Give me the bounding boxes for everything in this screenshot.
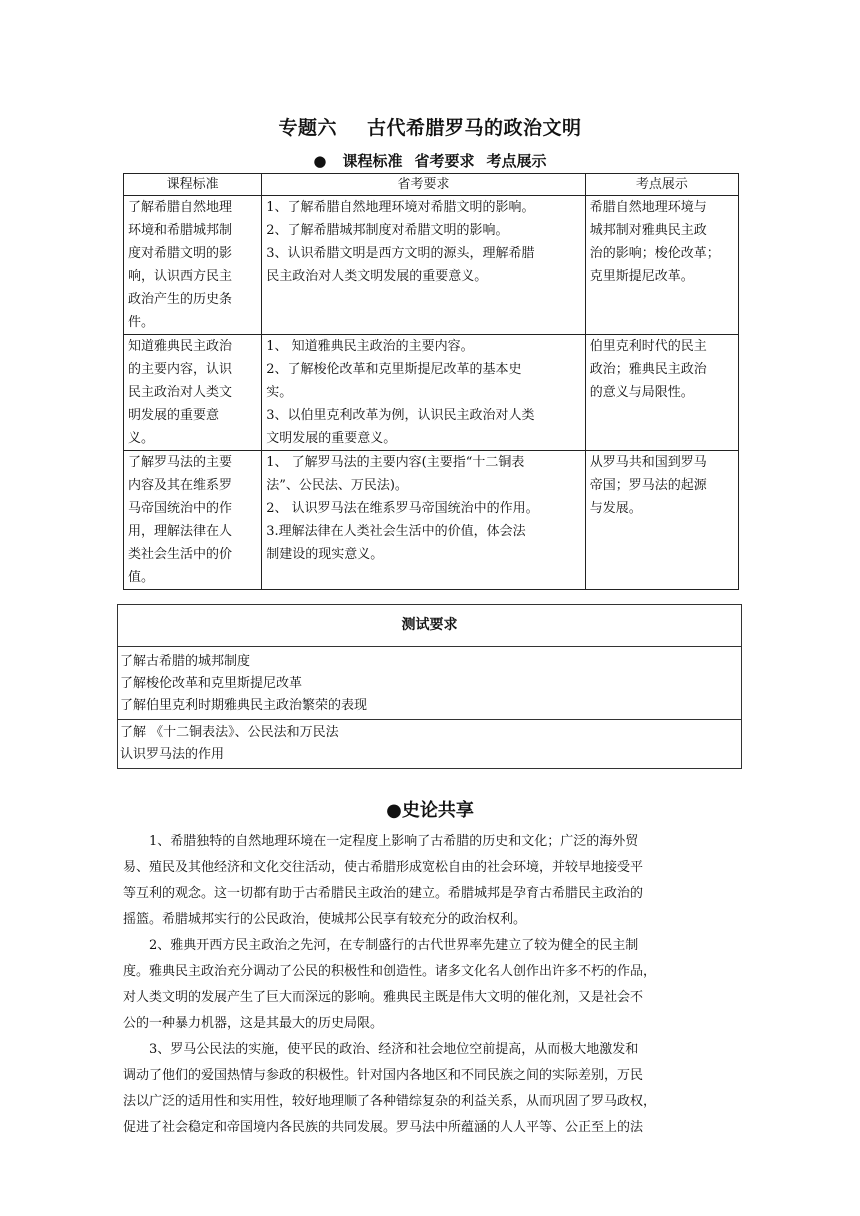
cell-standard [124, 451, 262, 590]
paragraph-line: 等互利的观念。这一切都有助于古希腊民主政治的建立。希腊城邦是孕育古希腊民主政治的 [123, 886, 644, 901]
text-line: 了解 《十二铜表法》、公民法和万民法 [120, 725, 339, 740]
text-line: 民主政治对人类文明发展的重要意义。 [266, 269, 488, 284]
standards-table [123, 173, 739, 590]
text-line: 马帝国统治中的作 [128, 501, 233, 516]
cell-standard [124, 196, 262, 335]
paragraph-line: 2、雅典开西方民主政治之先河，在专制盛行的古代世界率先建立了较为健全的民主制 [149, 938, 639, 953]
text-line: 认识罗马法的作用 [120, 747, 225, 762]
text-line: 3、认识希腊文明是西方文明的源头，理解希腊 [266, 246, 535, 261]
paragraph-line: 1、希腊独特的自然地理环境在一定程度上影响了古希腊的历史和文化；广泛的海外贸 [149, 834, 639, 849]
paragraph-line: 度。雅典民主政治充分调动了公民的积极性和创造性。诸多文化名人创作出许多不朽的作品， [123, 964, 657, 979]
text-line: 用，理解法律在人 [128, 524, 233, 539]
table-row [124, 335, 739, 451]
cell-keypoint [585, 196, 738, 335]
subtitle-c: 考点展示 [486, 152, 547, 170]
text-line: 政治产生的历史条 [128, 292, 233, 307]
cell-keypoint [585, 451, 738, 590]
text-line: 了解伯里克利时期雅典民主政治繁荣的表现 [120, 698, 368, 713]
text-line: 内容及其在维系罗 [128, 478, 233, 493]
bullet-icon: ● [313, 152, 327, 170]
text-line: 了解罗马法的主要 [128, 455, 233, 470]
text-line: 知道雅典民主政治 [128, 339, 233, 354]
text-line: 治的影响；梭伦改革； [589, 246, 720, 261]
cell-keypoint [585, 335, 738, 451]
text-line: 制建设的现实意义。 [266, 547, 384, 562]
text-line: 1、 了解罗马法的主要内容(主要指“十二铜表 [266, 455, 525, 470]
subtitle [0, 150, 860, 171]
paragraph-line: 3、罗马公民法的实施，使平民的政治、经济和社会地位空前提高，从而极大地激发和 [149, 1042, 639, 1057]
cell-requirement [262, 451, 586, 590]
subtitle-a: 课程标准 [342, 152, 403, 170]
text-line: 了解古希腊的城邦制度 [120, 654, 251, 669]
paragraph-line: 易、殖民及其他经济和文化交往活动，使古希腊形成宽松自由的社会环境，并较早地接受平 [123, 860, 644, 875]
text-line: 与发展。 [589, 501, 642, 516]
table-row [124, 451, 739, 590]
text-line: 明发展的重要意 [128, 408, 220, 423]
text-line: 文明发展的重要意义。 [266, 431, 397, 446]
cell-requirement [262, 196, 586, 335]
header-shengkao: 省考要求 [262, 174, 586, 196]
paragraph-line: 促进了社会稳定和帝国境内各民族的共同发展。罗马法中所蕴涵的人人平等、公正至上的法 [123, 1120, 644, 1135]
text-line: 希腊自然地理环境与 [589, 200, 707, 215]
text-line: 了解希腊自然地理 [128, 200, 233, 215]
text-line: 法”、公民法、万民法)。 [266, 478, 408, 493]
text-line: 实。 [266, 385, 293, 400]
text-line: 2、 认识罗马法在维系罗马帝国统治中的作用。 [266, 501, 539, 516]
test-requirements-heading: 测试要求 [118, 605, 741, 647]
text-line: 2、了解希腊城邦制度对希腊文明的影响。 [266, 223, 509, 238]
paragraph-line: 对人类文明的发展产生了巨大而深远的影响。雅典民主既是伟大文明的催化剂，又是社会不 [123, 990, 644, 1005]
paragraph-3 [123, 1037, 739, 1141]
text-line: 城邦制对雅典民主政 [589, 223, 707, 238]
table-header-row [124, 174, 739, 196]
text-line: 从罗马共和国到罗马 [589, 455, 707, 470]
header-kaodian: 考点展示 [585, 174, 738, 196]
title-part1: 专题六 [278, 117, 337, 139]
text-line: 的主要内容，认识 [128, 362, 233, 377]
paragraph-2 [123, 933, 739, 1037]
subtitle-b: 省考要求 [414, 152, 475, 170]
requirements-group-greece [118, 647, 741, 720]
text-line: 2、了解梭伦改革和克里斯提尼改革的基本史 [266, 362, 522, 377]
text-line: 政治；雅典民主政治 [589, 362, 707, 377]
paragraph-line: 调动了他们的爱国热情与参政的积极性。针对国内各地区和不同民族之间的实际差别，万民 [123, 1068, 644, 1083]
section-heading: ●史论共享 [386, 800, 474, 821]
text-line: 件。 [128, 315, 155, 330]
page-title [0, 113, 860, 140]
text-line: 民主政治对人类文 [128, 385, 233, 400]
requirements-group-rome [118, 720, 741, 768]
header-kecheng: 课程标准 [124, 174, 262, 196]
text-line: 类社会生活中的价 [128, 547, 233, 562]
text-line: 3.理解法律在人类社会生活中的价值，体会法 [266, 524, 526, 539]
paragraph-1 [123, 829, 739, 933]
paragraph-line: 摇篮。希腊城邦实行的公民政治，使城邦公民享有较充分的政治权利。 [123, 912, 527, 927]
text-line: 1、 知道雅典民主政治的主要内容。 [266, 339, 474, 354]
text-line: 克里斯提尼改革。 [589, 269, 694, 284]
test-requirements-box [117, 604, 742, 769]
text-line: 环境和希腊城邦制 [128, 223, 233, 238]
text-line: 度对希腊文明的影 [128, 246, 233, 261]
cell-standard [124, 335, 262, 451]
cell-requirement [262, 335, 586, 451]
text-line: 伯里克利时代的民主 [589, 339, 707, 354]
text-line: 值。 [128, 570, 155, 585]
title-part2: 古代希腊罗马的政治文明 [367, 117, 582, 139]
table-row [124, 196, 739, 335]
text-line: 义。 [128, 431, 155, 446]
paragraph-line: 公的一种暴力机器，这是其最大的历史局限。 [123, 1016, 384, 1031]
text-line: 的意义与局限性。 [589, 385, 694, 400]
text-line: 帝国；罗马法的起源 [589, 478, 707, 493]
text-line: 响，认识西方民主 [128, 269, 233, 284]
text-line: 了解梭伦改革和克里斯提尼改革 [120, 676, 303, 691]
text-line: 3、以伯里克利改革为例，认识民主政治对人类 [266, 408, 535, 423]
paragraph-line: 法以广泛的适用性和实用性，较好地理顺了各种错综复杂的利益关系，从而巩固了罗马政权， [123, 1094, 657, 1109]
text-line: 1、了解希腊自然地理环境对希腊文明的影响。 [266, 200, 535, 215]
